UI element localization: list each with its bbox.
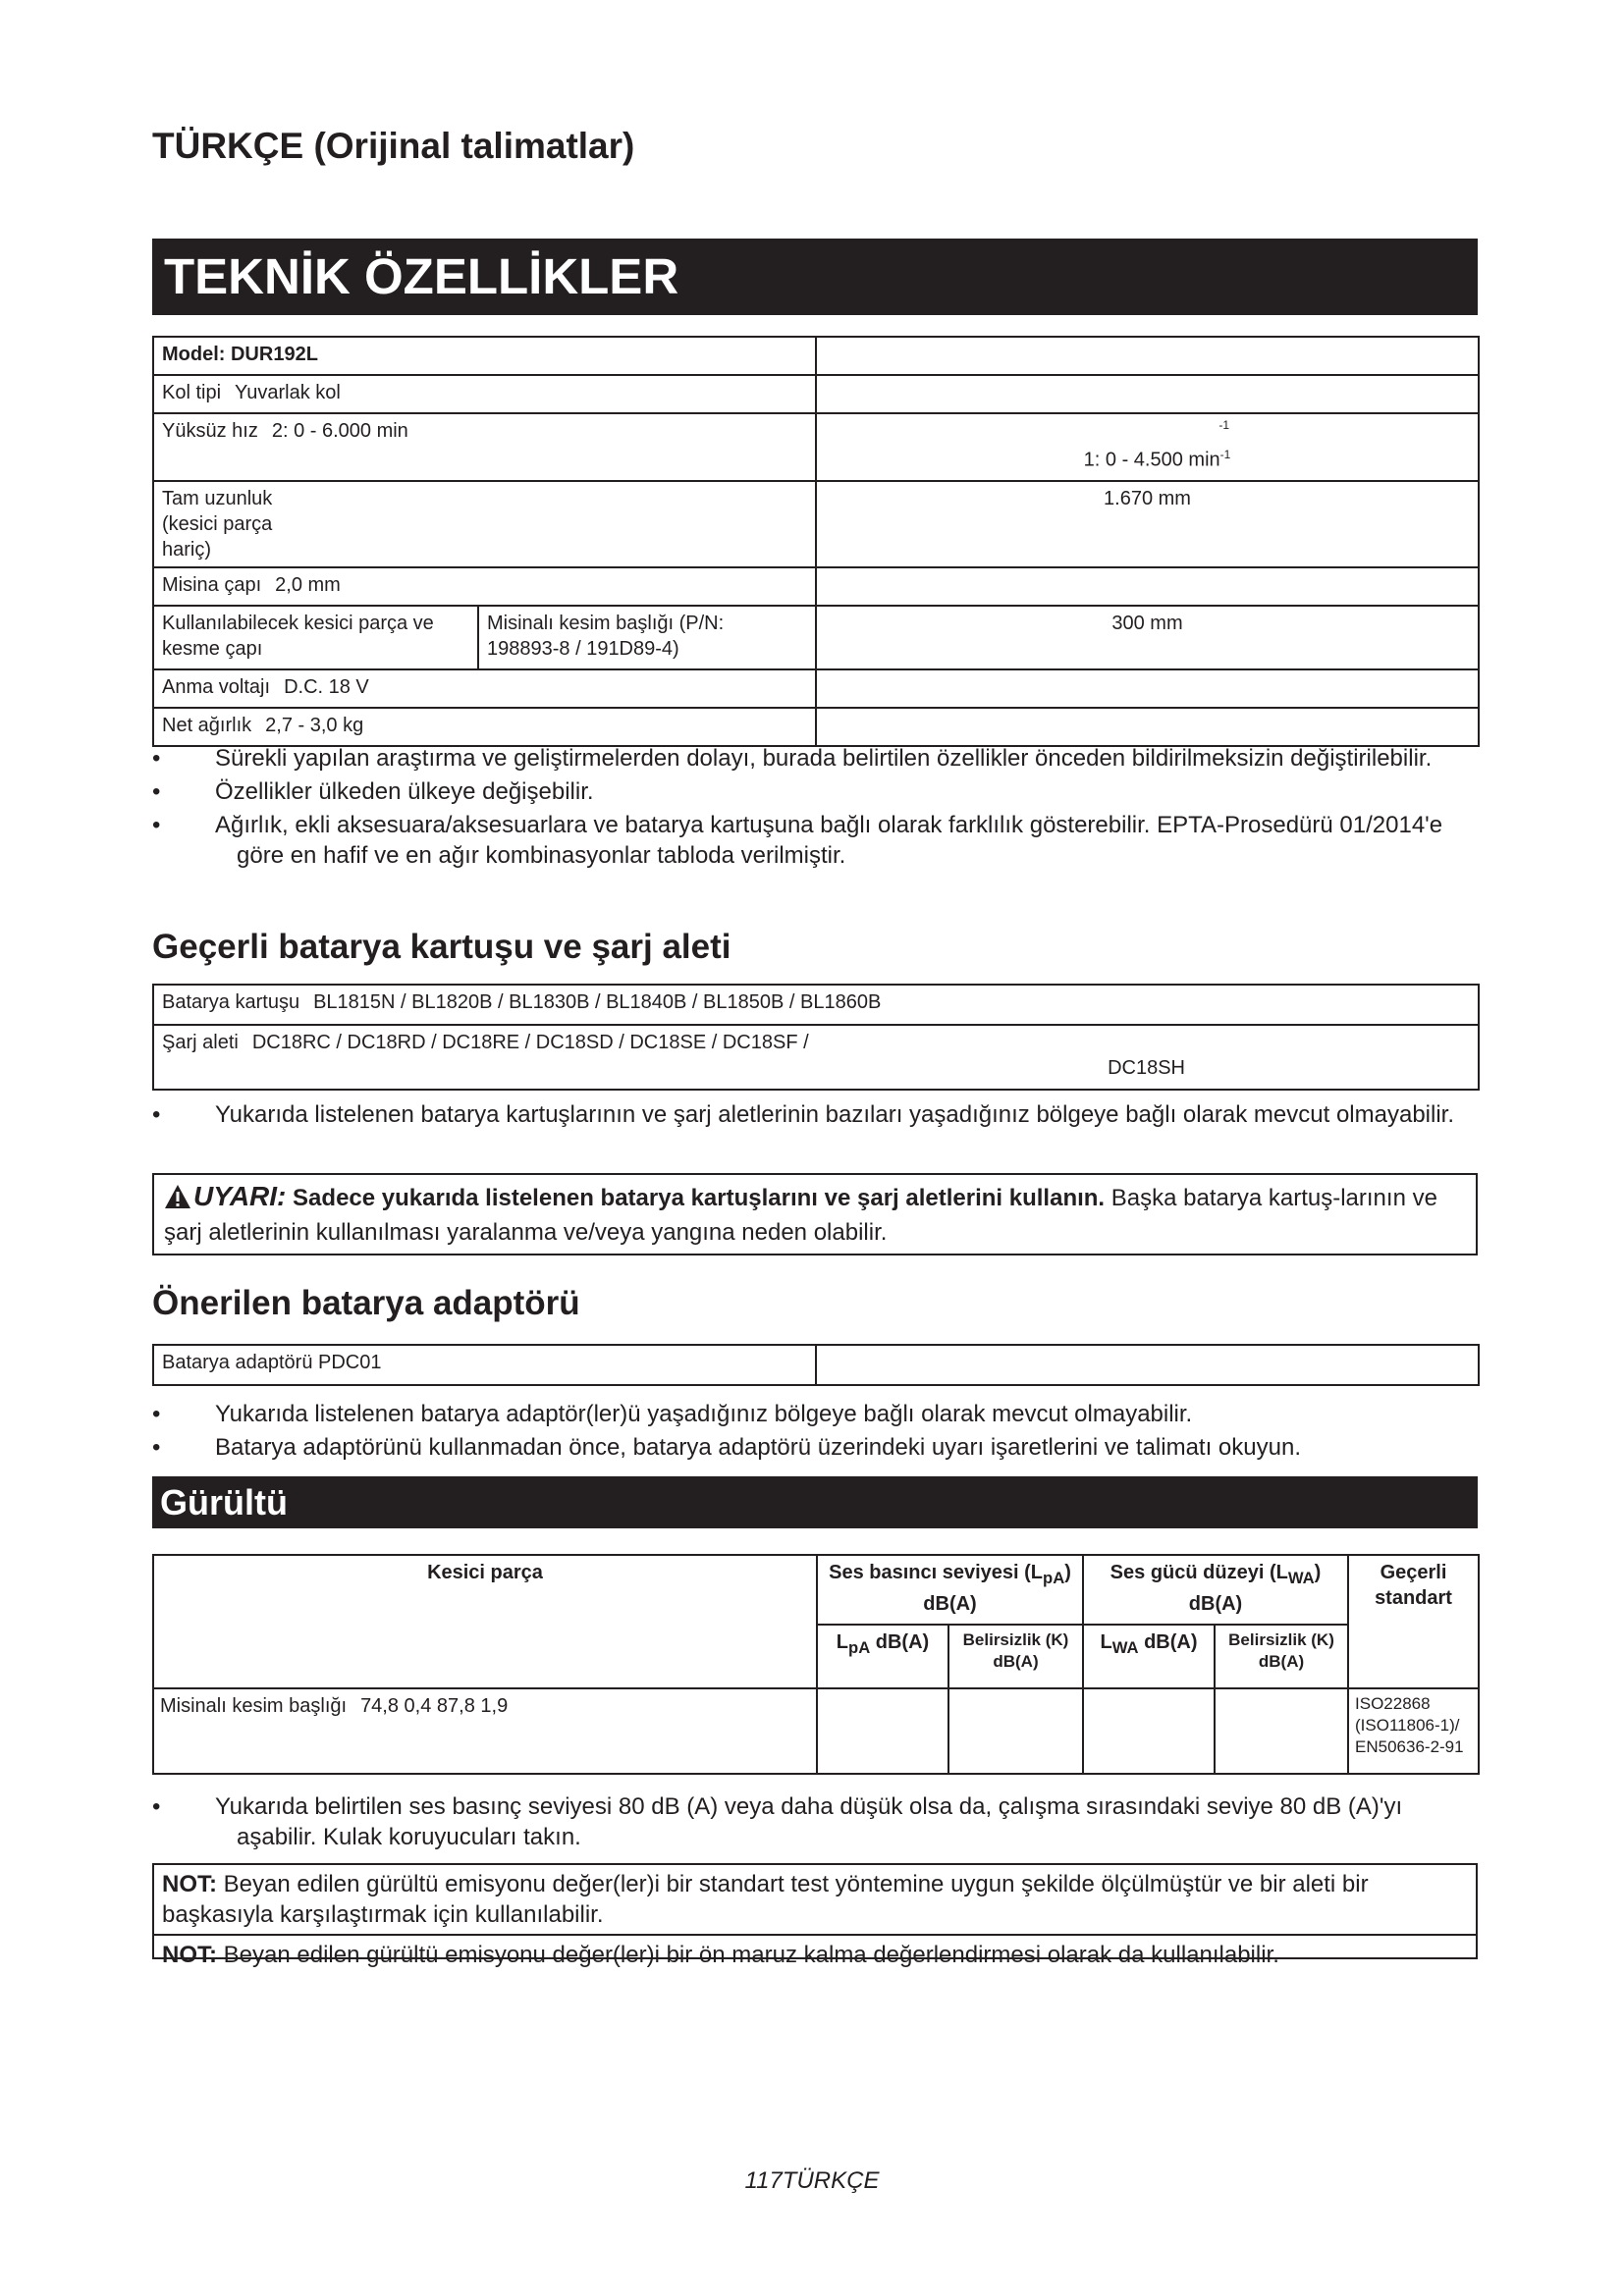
noise-table (152, 1554, 1480, 1775)
uncertainty-lpa-header: Belirsizlik (K) dB(A) (948, 1625, 1083, 1688)
net-weight-cell: Net ağırlık 2,7 - 3,0 kg (153, 708, 816, 746)
no-load-speed-cell: Yüksüz hız 2: 0 - 6.000 min (153, 413, 816, 481)
sound-power-header: Ses gücü düzeyi $(L_{WA})$ dB(A) (1083, 1555, 1348, 1625)
spec-notes-list (152, 743, 1478, 874)
sound-pressure-header: Ses basıncı seviyesi $(L_{pA})$ dB(A) (817, 1555, 1083, 1625)
list-item: • Özellikler ülkeden ülkeye değişebilir. (152, 778, 594, 805)
rated-voltage-cell: Anma voltajı D.C. 18 V (153, 669, 816, 708)
page-number: 117 (744, 2167, 783, 2194)
cutting-tool-sub: Misinalı kesim başlığı (P/N: 198893-8 / 191D89-4) (478, 606, 816, 669)
lpa-header: $L_{pA}$ dB(A) (817, 1625, 948, 1688)
battery-cartridge-cell: Batarya kartuşu BL1815N / BL1820B / BL1830B / BL1840B / BL1850B / BL1860B (153, 985, 1479, 1025)
adapter-notes-list (152, 1399, 1478, 1466)
warning-text: Başka batarya kartuş-larının ve şarj aletlerinin kullanılması yaralanma ve/veya yangına neden olabilir. (164, 1185, 1437, 1246)
standard-header: Geçerli standart (1348, 1555, 1479, 1688)
overall-length-value: 1.670 mm (816, 481, 1479, 567)
battery-table (152, 984, 1480, 1091)
warning-box (152, 1173, 1478, 1255)
noise-row-standard: ISO22868 (ISO11806-1)/ EN50636-2-91 (1348, 1688, 1479, 1774)
page-language-title: TÜRKÇE (Orijinal talimatlar) (152, 126, 635, 166)
list-item: • Yukarıda belirtilen ses basınç seviyesi 80 dB (A) veya daha düşük olsa da, çalışma sırasındaki seviye 80 dB (A)'yı aşabilir. Kulak koruyucuları takın. (152, 1793, 1403, 1850)
page-footer (0, 2167, 1624, 2195)
battery-notes-list (152, 1099, 1478, 1133)
model-cell: Model: DUR192L (153, 337, 816, 375)
charger-cell: Şarj aleti DC18RC / DC18RD / DC18RE / DC18SD / DC18SE / DC18SF / DC18SH (153, 1025, 1479, 1090)
overall-length-cell: Tam uzunluk (kesici parça hariç) (153, 481, 816, 567)
handle-type-cell: Kol tipi Yuvarlak kol (153, 375, 816, 413)
list-item: • Yukarıda listelenen batarya adaptör(ler)ü yaşadığınız bölgeye bağlı olarak mevcut olmayabilir. (152, 1401, 1193, 1427)
specifications-table (152, 336, 1480, 747)
section-title-specifications: TEKNİK ÖZELLİKLER (152, 239, 1478, 315)
list-item: • Sürekli yapılan araştırma ve geliştirmelerden dolayı, burada belirtilen özellikler önceden bildirilmeksizin değiştirilebilir. (152, 745, 1433, 772)
battery-section-title: Geçerli batarya kartuşu ve şarj aleti (152, 928, 731, 966)
cutter-header: Kesici parça (153, 1555, 817, 1688)
footer-language: TÜRKÇE (782, 2167, 880, 2194)
battery-adapter-cell: Batarya adaptörü PDC01 (153, 1345, 816, 1385)
adapter-section-title: Önerilen batarya adaptörü (152, 1284, 580, 1322)
remark-1: NOT: Beyan edilen gürültü emisyonu değer(ler)i bir standart test yöntemine uygun şekilde ölçülmüştür ve bir aleti bir başkasıyla karşılaştırmak için kullanılabilir. (154, 1869, 1476, 1936)
adapter-table (152, 1344, 1480, 1386)
noise-notes-list (152, 1791, 1478, 1855)
warning-label: UYARI: (193, 1181, 287, 1211)
list-item: • Ağırlık, ekli aksesuara/aksesuarlara ve batarya kartuşuna bağlı olarak farklılık gösterebilir. EPTA-Prosedürü 01/2014'e göre en hafif ve en ağır kombinasyonlar tabloda verilmiştir. (152, 812, 1443, 869)
uncertainty-lwa-header: Belirsizlik (K) dB(A) (1215, 1625, 1348, 1688)
list-item: • Yukarıda listelenen batarya kartuşlarının ve şarj aletlerinin bazıları yaşadığınız bölgeye bağlı olarak mevcut olmayabilir. (152, 1101, 1455, 1128)
remark-2: NOT: Beyan edilen gürültü emisyonu değer(ler)i bir ön maruz kalma değerlendirmesi olarak da kullanılabilir. (162, 1942, 1279, 1968)
section-title-noise: Gürültü (152, 1476, 1478, 1528)
lwa-header: $L_{WA}$ dB(A) (1083, 1625, 1215, 1688)
noise-remarks-box (152, 1863, 1478, 1968)
speed-value-cell: -1 1: 0 - 4.500 $\min^{-1}$ (816, 413, 1479, 481)
noise-row-cutter: Misinalı kesim başlığı 74,8 0,4 87,8 1,9 (153, 1688, 817, 1774)
cutting-tool-label: Kullanılabilecek kesici parça ve kesme çapı (153, 606, 478, 669)
list-item: • Batarya adaptörünü kullanmadan önce, batarya adaptörü üzerindeki uyarı işaretlerini ve talimatı okuyun. (152, 1434, 1301, 1461)
warning-bold-text: Sadece yukarıda listelenen batarya kartuşlarını ve şarj aletlerini kullanın. (293, 1185, 1106, 1211)
cutting-diameter-value: 300 mm (816, 606, 1479, 669)
warning-triangle-icon (164, 1184, 191, 1217)
line-diameter-cell: Misina çapı 2,0 mm (153, 567, 816, 606)
